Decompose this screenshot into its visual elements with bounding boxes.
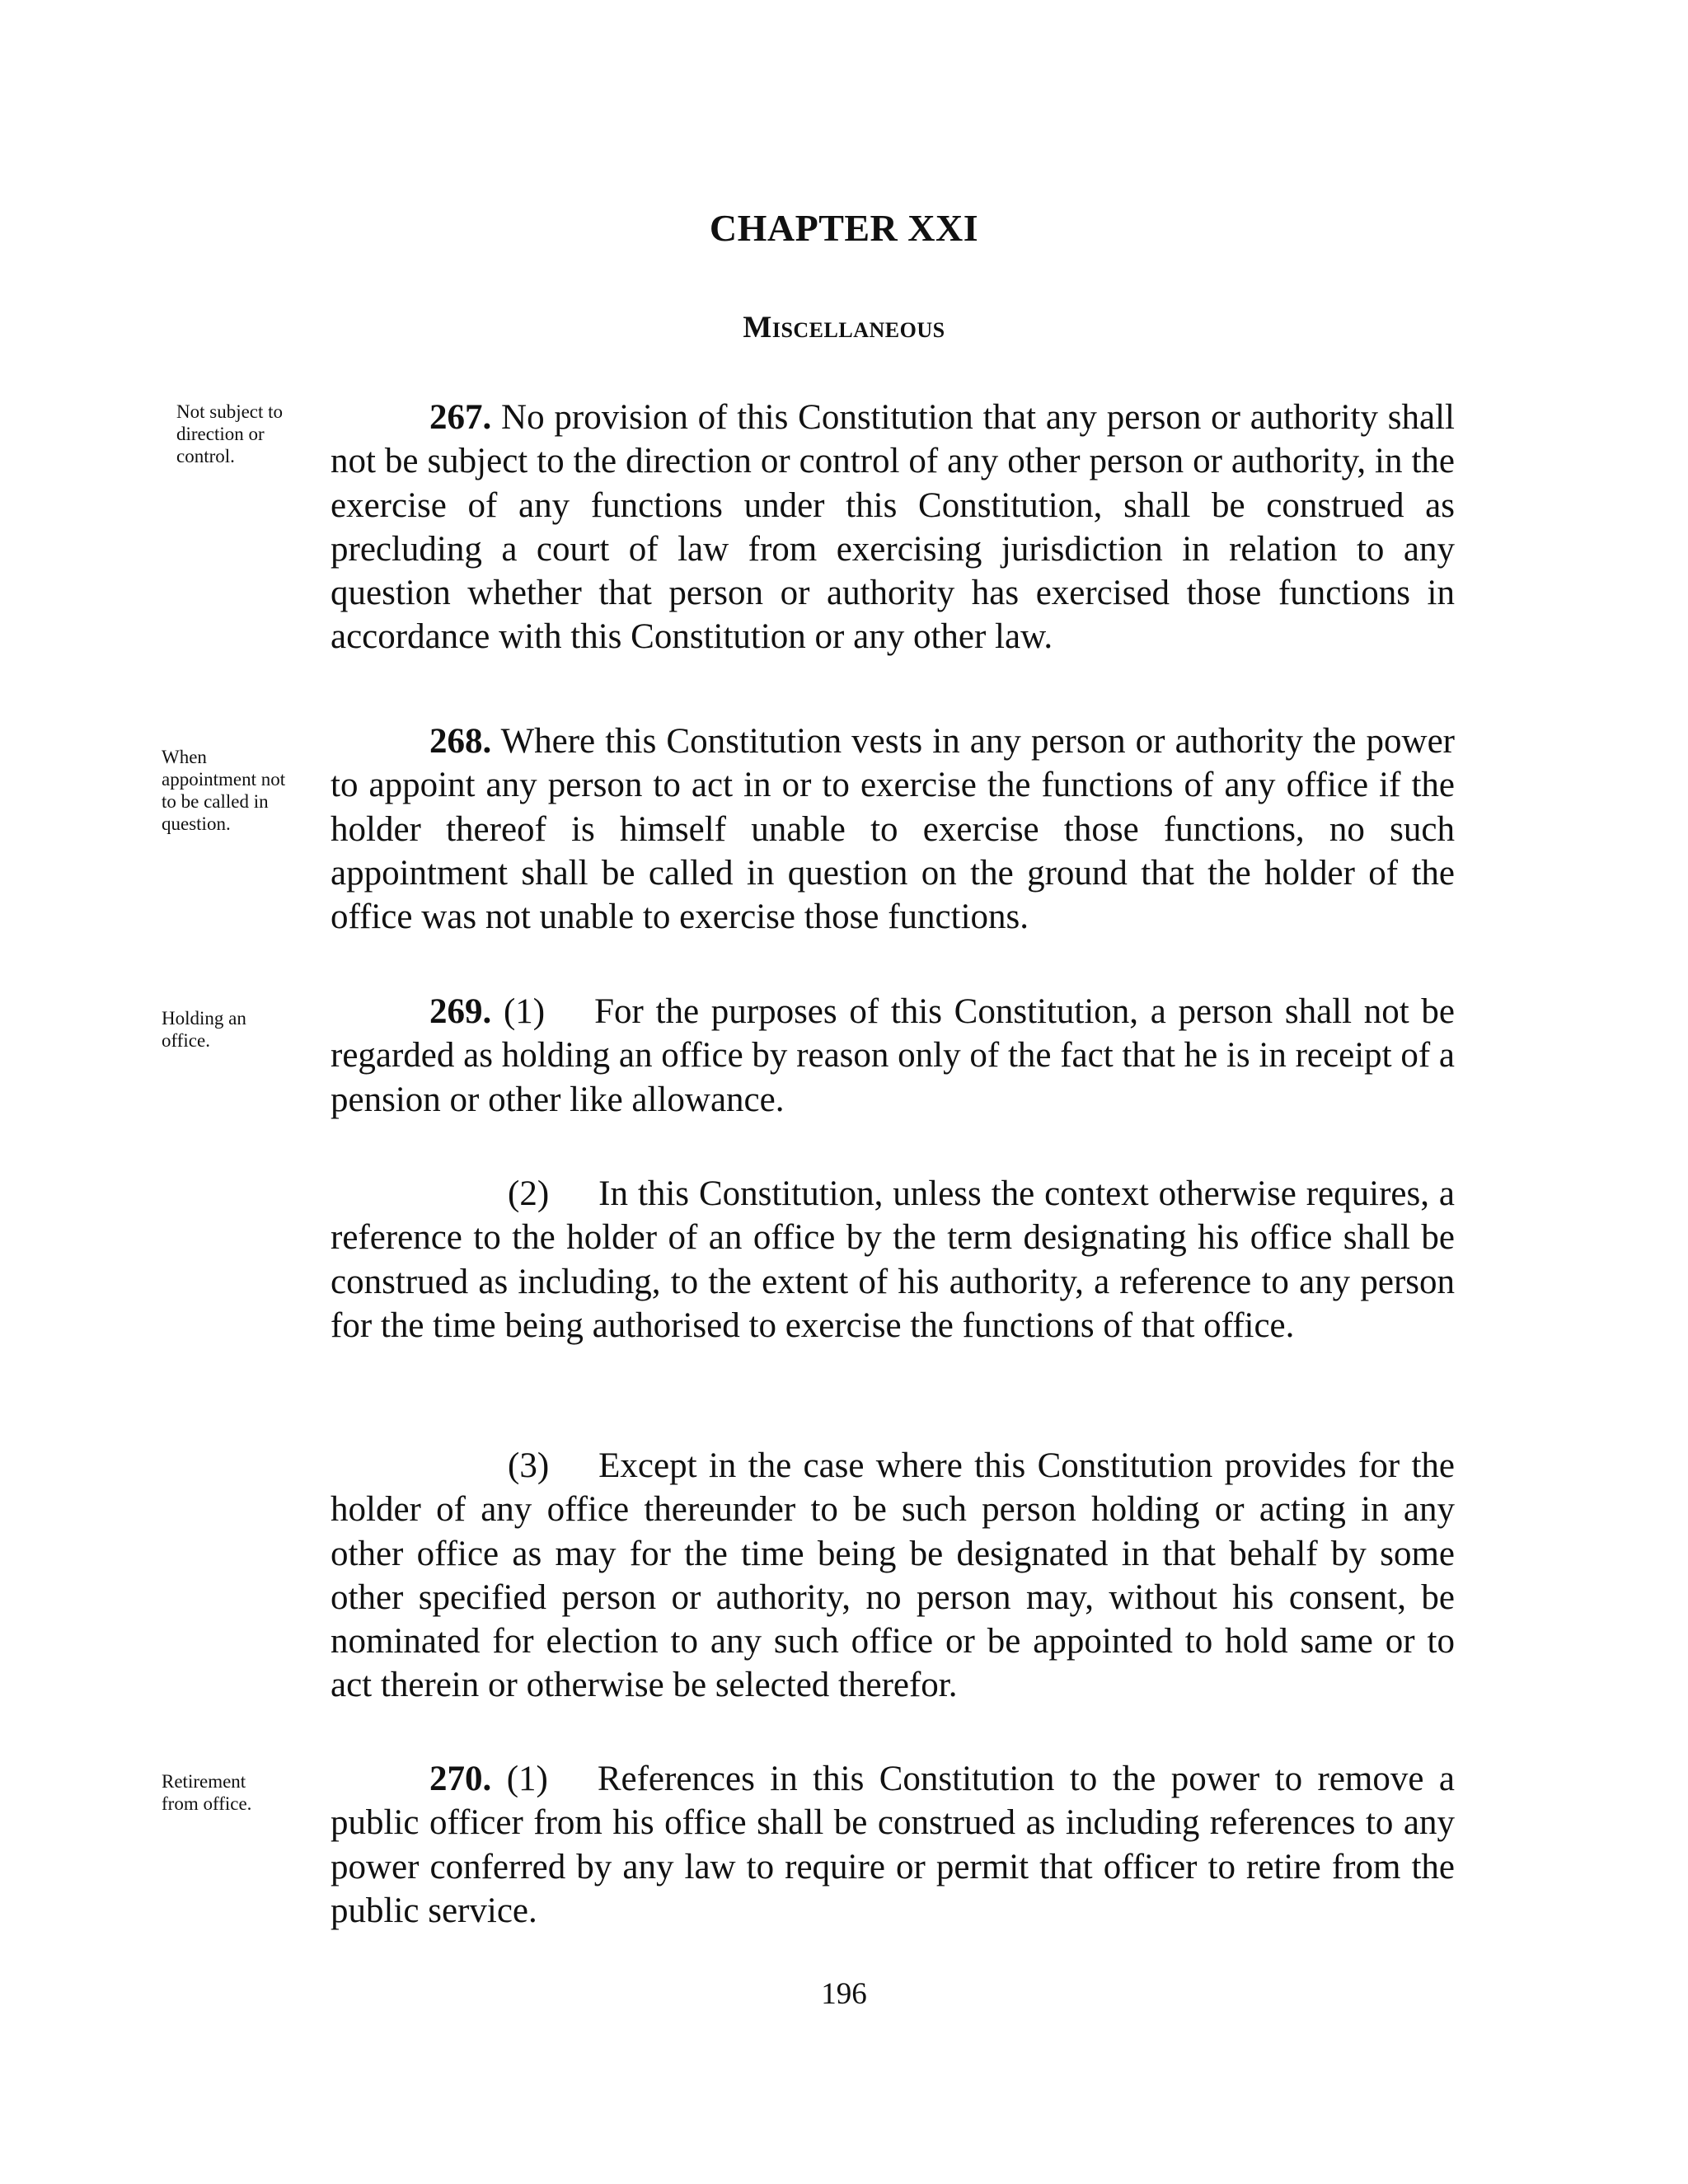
subsection-text-269-3: Except in the case where this Constitution provides for the holder of any office thereunder to be such person holding or acting in any other office as may for the time being be designated in that behalf by some other specified person or authority, no person may, without his consent, be nominated for election to any such office or be appointed to hold same or to act therein or otherwise be selected therefor.: [331, 1446, 1455, 1705]
margin-note-270: Retirement from office.: [162, 1771, 252, 1814]
margin-note-267: Not subject to direction or control.: [176, 401, 284, 466]
section-269-1: [331, 990, 1455, 1122]
section-269-2: [331, 1172, 1455, 1347]
subsection-label-270-1: (1): [506, 1760, 548, 1798]
subsection-label-269-2: (2): [508, 1174, 550, 1213]
margin-note-268: When appointment not to be called in question.: [162, 747, 286, 834]
page-number: 196: [821, 1977, 867, 2011]
section-text-268: Where this Constitution vests in any person or authority the power to appoint any person to act in or to exercise the functions of any office if the holder thereof is himself unable to exercise those functions, no such appointment shall be called in question on the ground that the holder of the office was not unable to exercise those functions.: [331, 722, 1455, 937]
section-number-267: 267.: [429, 398, 492, 437]
margin-note-269: Holding an office.: [162, 1008, 246, 1051]
section-267: [331, 396, 1455, 659]
subsection-text-269-2: In this Constitution, unless the context otherwise requires, a reference to the holder of an office by the term designating his office shall be construed as including, to the extent of his authority, a reference to any person for the time being authorised to exercise the functions of that office.: [331, 1174, 1455, 1345]
section-number-269: 269.: [429, 992, 492, 1031]
section-269-3: [331, 1444, 1455, 1708]
section-270-1: [331, 1757, 1455, 1933]
section-number-270: 270.: [429, 1760, 492, 1798]
section-text-267: No provision of this Constitution that any person or authority shall not be subject to the direction or control of any other person or authority, in the exercise of any functions under this Constitution, shall be construed as precluding a court of law from exercising jurisdiction in relation to any question whether that person or authority has exercised those functions in accordance with this Constitution or any other law.: [331, 398, 1456, 657]
subsection-label-269-3: (3): [508, 1446, 550, 1485]
subsection-label-269-1: (1): [503, 992, 546, 1031]
chapter-title: CHAPTER XXI: [709, 207, 979, 249]
subsection-text-270-1: References in this Constitution to the power to remove a public officer from his office shall be construed as including references to any power conferred by any law to require or permit that officer to retire from the public service.: [331, 1760, 1456, 1930]
section-number-268: 268.: [429, 722, 492, 761]
subsection-text-269-1: For the purposes of this Constitution, a person shall not be regarded as holding an office by reason only of the fact that he is in receipt of a pension or other like allowance.: [331, 992, 1456, 1119]
chapter-subtitle: Miscellaneous: [743, 311, 945, 344]
section-268: [331, 719, 1455, 939]
